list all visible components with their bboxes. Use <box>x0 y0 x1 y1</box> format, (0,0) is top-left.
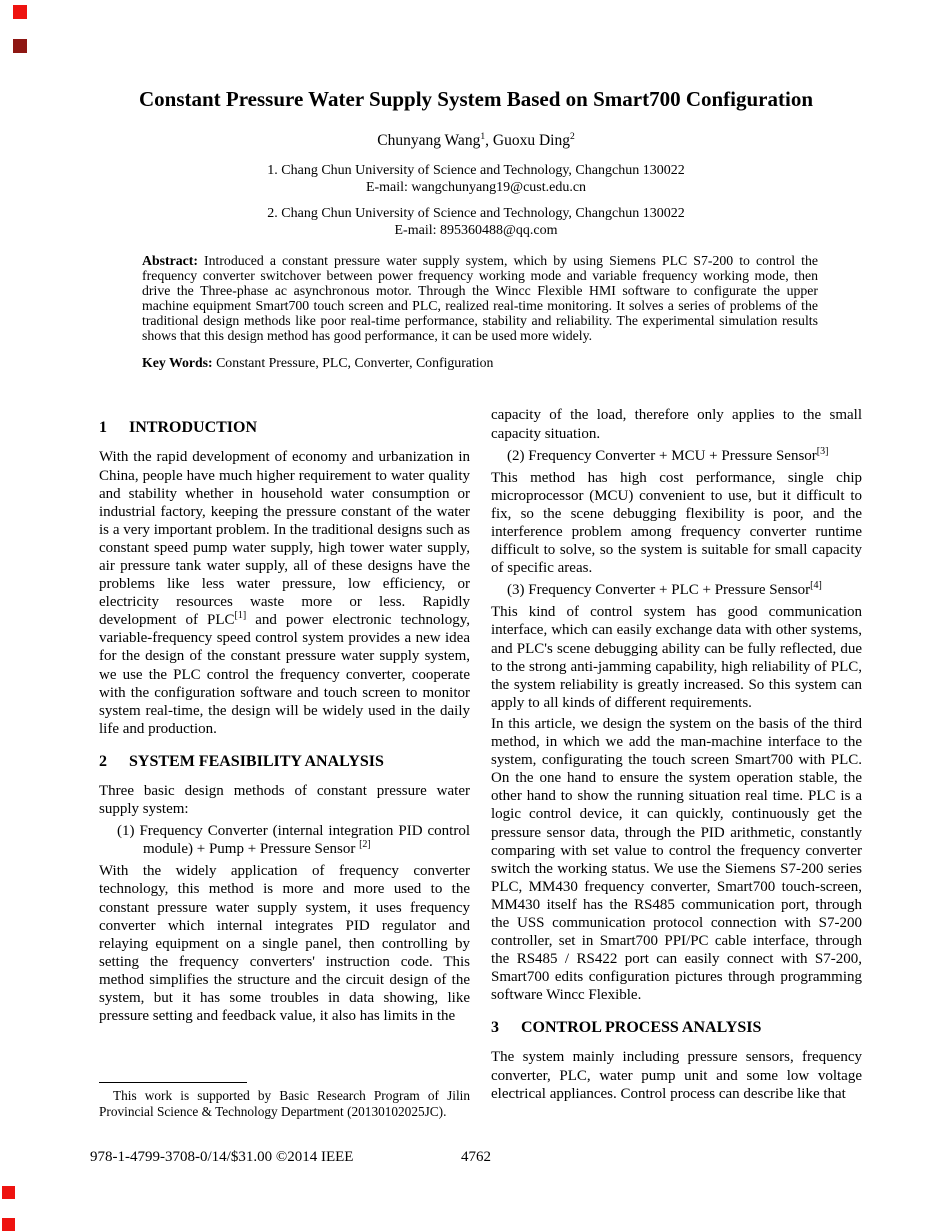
affiliation-1-email: E-mail: wangchunyang19@cust.edu.cn <box>365 179 587 195</box>
method-3-paragraph: This kind of control system has good communication interface, which can easily exchange data with other systems, and PLC's scene debugging ability can be fully reflected, due to the strong anti-jamming capability, high reliability of PLC, the system reliability is greatly increased. So this system can apply to all kinds of different requirements. <box>491 604 862 711</box>
method-item-1-text: (1) Frequency Converter (internal integration PID control module) + Pump + Pressure Sensor <box>117 823 470 858</box>
section-1-paragraph <box>99 448 470 738</box>
design-choice-paragraph: In this article, we design the system on the basis of the third method, in which we add the man-machine interface to the system, configurating the touch screen Smart700 with PLC. On the one hand to ensure the system operation stable, the other hand to show the running situation real time. PLC is a logic control device, it can quickly, continuously get the pressure sensor data, through the PID arithmetic, constantly comparing with set value to control the frequency converter switch the working status. We use the Siemens S7-200 series PLC, MM430 frequency converter, Smart700 touch-screen, MM430 itself has the RS485 communication port, through the USS communication protocol connection with S7-200 controller, set in Smart700 PPI/PC cable interface, through the RS485 / RS422 port can easily connect with S7-200, Smart700 edits configuration pictures through programming software Wincc Flexible. <box>491 715 862 1004</box>
method-item-2 <box>491 447 862 465</box>
section-2-intro-paragraph: Three basic design methods of constant pressure water supply system: <box>99 782 470 818</box>
method-item-2-text: (2) Frequency Converter + MCU + Pressure Sensor <box>507 447 817 464</box>
affiliation-1 <box>0 163 952 196</box>
affiliation-1-address: 1. Chang Chun University of Science and Technology, Changchun 130022 <box>267 163 685 178</box>
keywords-text: Constant Pressure, PLC, Converter, Configuration <box>212 355 494 371</box>
footnote-block <box>99 1082 470 1119</box>
author-1-name: Chunyang Wang <box>377 132 481 149</box>
section-1-paragraph-text-a: With the rapid development of economy and urbanization in China, people have much higher requirement to water quality and stability whether in household water consumption or industrial factory, keeping the pressure constant of the water is a very important problem. In the traditional designs such as constant speed pump water supply, high tower water supply, air pressure tank water supply, all of these designs have the problems like less water pressure, low efficiency, or electricity resources waste more or less. Rapidly development of PLC <box>99 449 470 629</box>
left-column <box>99 406 470 1105</box>
citation-ref-4: [4] <box>810 580 822 592</box>
abstract-label: Abstract: <box>142 253 198 268</box>
section-3-paragraph: The system mainly including pressure sensors, frequency converter, PLC, water pump unit and some low voltage electrical appliances. Control process can describe like that <box>491 1049 862 1102</box>
body-columns <box>99 406 862 1105</box>
method-1-paragraph: With the widely application of frequency converter technology, this method is more and more used to the constant pressure water supply system, it uses frequency converter which internal integrates PID regulator and relaying equipment on a single panel, then controlling by setting the frequency converters' instruction code. This method simplifies the structure and the circuit design of the system, but it has some troubles in data showing, like pressure setting and feedback value, it also has limits in the <box>99 863 470 1025</box>
abstract-text: Introduced a constant pressure water supply system, which by using Siemens PLC S7-200 to control the frequency converter switchover between power frequency working mode and variable frequency working mode, then drive the Three-phase ac asynchronous motor. Through the Wincc Flexible HMI software to configurate the upper machine equipment Smart700 touch screen and PLC, realized real-time monitoring. It solves a series of problems of the traditional design methods like poor real-time performance, stability and reliability. The experimental simulation results shows that this design method has good performance, it can be used more widely. <box>142 253 818 343</box>
section-2-title: SYSTEM FEASIBILITY ANALYSIS <box>129 752 384 770</box>
keywords-block <box>142 355 818 370</box>
section-1-number: 1 <box>99 419 107 437</box>
copyright-notice: 978-1-4799-3708-0/14/$31.00 ©2014 IEEE <box>90 1149 354 1165</box>
author-separator: , <box>485 132 493 149</box>
affiliation-2-email: E-mail: 895360488@qq.com <box>394 222 558 238</box>
right-column <box>491 406 862 1105</box>
author-1-superscript: 1 <box>480 130 486 142</box>
citation-ref-2: [2] <box>359 839 371 851</box>
method-1-paragraph-continued: capacity of the load, therefore only applies to the small capacity situation. <box>491 407 862 442</box>
paper-title: Constant Pressure Water Supply System Based on Smart700 Configuration <box>138 87 813 111</box>
section-3-heading <box>491 1018 862 1038</box>
affiliation-2 <box>0 206 952 239</box>
section-3-number: 3 <box>491 1019 499 1037</box>
red-square-marker-top-2 <box>13 39 27 53</box>
red-square-marker-top-1 <box>13 5 27 19</box>
method-item-1 <box>99 822 470 858</box>
footnote-text: This work is supported by Basic Research Program of Jilin Provincial Science & Technology Department (20130102025JC). <box>99 1088 470 1119</box>
method-item-3-text: (3) Frequency Converter + PLC + Pressure Sensor <box>507 582 811 599</box>
red-square-marker-bottom-1 <box>2 1186 15 1199</box>
affiliation-2-address: 2. Chang Chun University of Science and Technology, Changchun 130022 <box>267 206 685 221</box>
author-2-superscript: 2 <box>569 130 575 142</box>
authors-line <box>0 131 952 150</box>
page-number: 4762 <box>461 1149 491 1165</box>
citation-ref-1: [1] <box>234 610 247 622</box>
method-2-paragraph: This method has high cost performance, single chip microprocessor (MCU) convenient to use, but it difficult to fix, so the scene debugging flexibility is poor, and the interference problem among frequency converter runtime difficult to solve, so the system is suitable for small capacity of specific areas. <box>491 469 862 577</box>
abstract-block <box>142 254 818 343</box>
method-item-3 <box>491 581 862 599</box>
author-2-name: Guoxu Ding <box>492 132 570 149</box>
section-1-heading <box>99 418 470 438</box>
section-1-paragraph-text-b: and power electronic technology, variable-frequency speed control system provides a new idea for the design of the constant pressure water supply system, we use the PLC control the frequency converter, cooperate with the configuration software and touch screen to monitor system real-time, the design will be widely used in the daily life and production. <box>99 612 470 737</box>
section-1-title: INTRODUCTION <box>129 419 258 437</box>
citation-ref-3: [3] <box>816 445 829 457</box>
footnote-rule <box>99 1082 247 1083</box>
red-square-marker-bottom-2 <box>2 1218 15 1231</box>
keywords-label: Key Words: <box>142 355 213 371</box>
section-3-title: CONTROL PROCESS ANALYSIS <box>521 1019 762 1037</box>
section-2-number: 2 <box>99 752 107 770</box>
section-2-heading <box>99 752 470 772</box>
